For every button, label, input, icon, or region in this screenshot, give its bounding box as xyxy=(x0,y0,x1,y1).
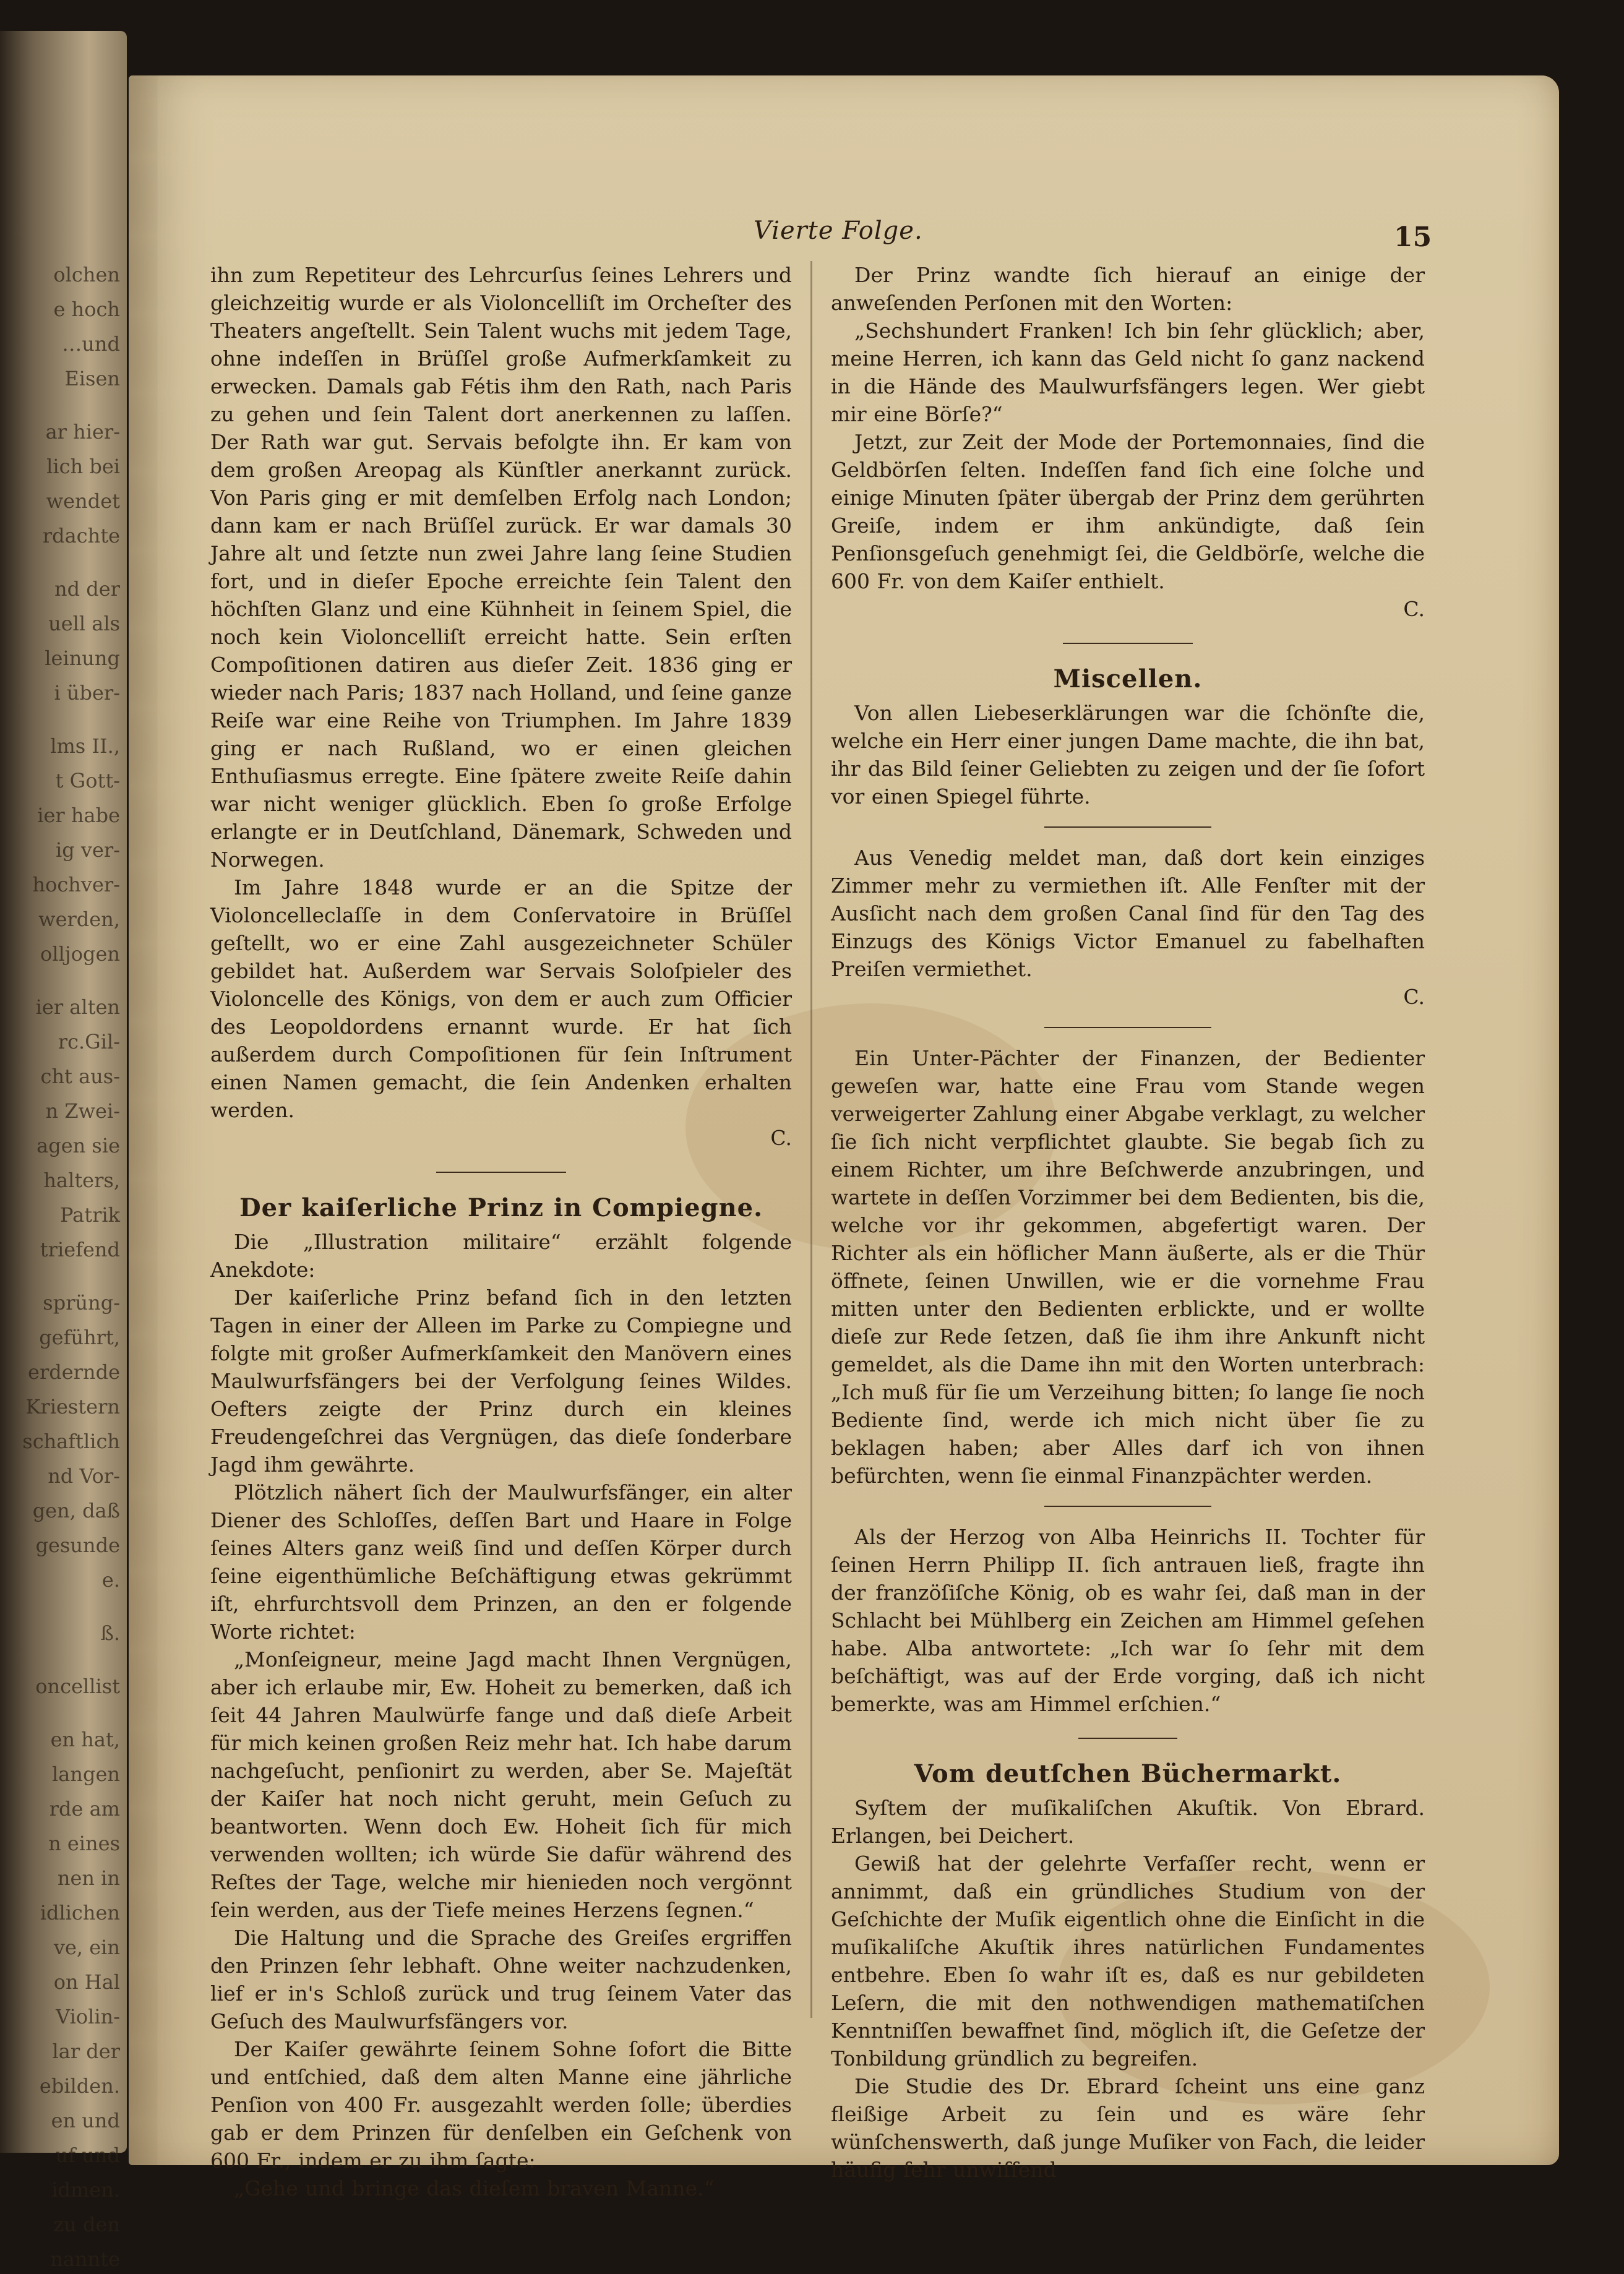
facing-page-fragment: n Zwei- xyxy=(45,1099,120,1123)
facing-page-fragment: en hat, xyxy=(50,1728,120,1751)
facing-page-fragment: Patrik xyxy=(60,1203,120,1227)
facing-page-fragment: zu den xyxy=(53,2213,120,2236)
article-heading-prince: Der kaiſerliche Prinz in Compiegne. xyxy=(239,1193,763,1222)
book-review-paragraph: Die Studie des Dr. Ebrard ſcheint uns eine ganz fleißige Arbeit zu ſein und es wäre ſehr wünſchenswerth, daß junge Muſiker von Fach, die leider häufig ſehr unwiſſend xyxy=(831,2074,1425,2182)
facing-page-fragment: e. xyxy=(101,1568,120,1592)
facing-page-fragment: idlichen xyxy=(40,1901,120,1924)
facing-page-fragment: agen sie xyxy=(37,1134,120,1157)
article-paragraph: „Monſeigneur, meine Jagd macht Ihnen Vergnügen, aber ich erlaube mir, Ew. Hoheit zu bemerken, daß ich ſeit 44 Jahren Maulwürfe fange und daß dieſe Arbeit für mich keinen großen Reiz mehr hat. Ich habe darum nachgeſucht, penſionirt zu werden, aber Se. Majeſtät der Kaiſer hat noch nicht geruht, mein Geſuch zu beantworten. Wenn doch Ew. Hoheit ſich für mich verwenden wollten; ich würde Sie dafür während des Reſtes der Tage, welche mir hienieden noch vergönnt ſein werden, aus der Tiefe meines Herzens ſegnen.“ xyxy=(210,1647,792,1922)
facing-page-fragment: uell als xyxy=(48,612,120,635)
facing-page-fragment: olchen xyxy=(53,263,120,286)
facing-page-fragment: e hoch xyxy=(53,298,120,321)
facing-page-fragment: ve, ein xyxy=(53,1936,120,1959)
item-separator xyxy=(1044,1027,1211,1028)
miscellen-item: Von allen Liebeserklärungen war die ſchönſte die, welche ein Herr einer jungen Dame machte, die ihn bat, ihr das Bild ſeiner Geliebten zu zeigen und der ſie ſofort vor einen Spiegel führte. xyxy=(831,701,1425,809)
right-column xyxy=(831,261,1425,2184)
article-paragraph: „Sechshundert Franken! Ich bin ſehr glücklich; aber, meine Herren, ich kann das Geld nicht ſo ganz nackend in die Hände des Maulwurfsfängers legen. Wer giebt mir eine Börſe?“ xyxy=(831,319,1425,426)
facing-page-fragment: olljogen xyxy=(40,942,120,966)
facing-page-fragment: halters, xyxy=(43,1169,120,1192)
left-column xyxy=(210,261,792,2202)
facing-page-fragment: uf und xyxy=(55,2143,120,2167)
facing-page-fragment: triefend xyxy=(40,1238,120,1261)
facing-page-fragment: werden, xyxy=(38,907,120,931)
book-review-paragraph: Gewiß hat der gelehrte Verfaſſer recht, wenn er annimmt, daß ein gründliches Studium von der Geſchichte der Muſik eigentlich ohne die Einſicht in die muſikaliſche Akuſtik ihres natürlichen Fundamentes entbehre. Eben ſo wahr iſt es, daß es nur gebildeten Leſern, die mit den nothwendigen mathematiſchen Kenntniſſen bewaffnet ſind, möglich iſt, die Geſetze der Tonbildung gründlich zu begreifen. xyxy=(831,1851,1425,2070)
facing-page-fragment: rde am xyxy=(49,1797,120,1821)
facing-page-fragment: hochver- xyxy=(32,873,120,896)
section-heading-miscellen: Miscellen. xyxy=(1053,664,1203,693)
page-header xyxy=(129,217,1559,260)
facing-page-fragment: nen in xyxy=(57,1866,120,1890)
servais-paragraph: ihn zum Repetiteur des Lehrcurſus ſeines Lehrers und gleichzeitig wurde er als Violoncelliſt im Orcheſter des Theaters angeſtellt. Sein Talent wuchs mit jedem Tage, ohne indeſſen in Brüſſel große Aufmerkſamkeit zu erwecken. Damals gab Fétis ihm den Rath, nach Paris zu gehen und ſein Talent dort anerkennen zu laſſen. Der Rath war gut. Servais befolgte ihn. Er kam von dem großen Areopag als Künſtler anerkannt zurück. Von Paris ging er mit demſelben Erfolg nach London; dann kam er nach Brüſſel zurück. Er war damals 30 Jahre alt und ſetzte nun zwei Jahre lang ſeine Studien fort, und in dieſer Epoche erreichte ſein Talent den höchſten Glanz und eine Kühnheit in ſeinem Spiel, die noch kein Violoncelliſt erreicht hatte. Sein erſten Compoſitionen datiren aus dieſer Zeit. 1836 ging er wieder nach Paris; 1837 nach Holland, und ſeine ganze Reiſe war eine Reihe von Triumphen. Im Jahre 1839 ging er nach Rußland, wo er einen gleichen Enthuſiasmus erregte. Eine ſpätere zweite Reiſe dahin war nicht weniger glücklich. Eben ſo große Erfolge erlangte er in Deutſchland, Dänemark, Schweden und Norwegen. xyxy=(210,263,792,872)
section-rule xyxy=(1063,643,1193,644)
facing-page-fragment: lar der xyxy=(52,2040,120,2063)
column-divider xyxy=(810,261,812,2018)
facing-page-fragment: en und xyxy=(51,2109,120,2132)
facing-page-fragment: ß. xyxy=(100,1621,120,1645)
item-separator xyxy=(1044,826,1211,828)
facing-page-fragment: ier habe xyxy=(37,804,120,827)
facing-page-fragment: lich bei xyxy=(46,455,120,478)
facing-page-fragment: …und xyxy=(62,332,120,356)
facing-page-fragment: t Gott- xyxy=(55,769,120,792)
facing-page-edge xyxy=(0,31,127,2271)
facing-page-fragment: ier alten xyxy=(35,995,120,1019)
facing-page-fragment: leinung xyxy=(45,646,120,670)
article-paragraph: Jetzt, zur Zeit der Mode der Portemonnaies, ſind die Geldbörſen ſelten. Indeſſen fand ſich eine ſolche und einige Minuten ſpäter übergab der Prinz dem gerührten Greiſe, indem er ihm ankündigte, daß ſein Penſionsgeſuch genehmigt ſei, die Geldbörſe, welche die 600 Fr. von dem Kaiſer enthielt. xyxy=(831,430,1425,593)
running-title: Vierte Folge. xyxy=(754,217,923,245)
article-signature: C. xyxy=(770,1126,792,1150)
facing-page-fragment: lms II., xyxy=(50,734,120,758)
book-title: Syſtem der muſikaliſchen Akuſtik. Von Ebrard. Erlangen, bei Deichert. xyxy=(831,1796,1425,1848)
article-paragraph: Der Kaiſer gewährte ſeinem Sohne ſofort die Bitte und entſchied, daß dem alten Manne eine jährliche Penſion von 400 Fr. ausgezahlt werden ſolle; überdies gab er dem Prinzen für denſelben ein Geſchenk von 600 Fr., indem er zu ihm ſagte: xyxy=(210,2037,792,2173)
article-paragraph: „Gehe und bringe das dieſem braven Manne.“ xyxy=(234,2176,715,2200)
newspaper-page xyxy=(129,75,1559,2200)
facing-page-fragment: langen xyxy=(52,1762,120,1786)
facing-page-fragment: gesunde xyxy=(35,1534,120,1557)
section-rule xyxy=(436,1172,566,1173)
facing-page-fragment: Kriestern xyxy=(25,1395,120,1418)
article-paragraph: Plötzlich nähert ſich der Maulwurfsfänger, ein alter Diener des Schloſſes, deſſen Bart und Haare in Folge ſeines Alters ganz weiß ſind und deſſen Körper durch ſeine eigenthümliche Beſchäftigung etwas gekrümmt iſt, ehrfurchtsvoll dem Prinzen, an den er folgende Worte richtet: xyxy=(210,1480,792,1644)
facing-page-fragment: ig ver- xyxy=(55,838,120,862)
facing-page-fragment: sprüng- xyxy=(43,1291,120,1315)
item-separator xyxy=(1044,1506,1211,1507)
facing-page-fragment: rdachte xyxy=(42,524,120,547)
facing-page-fragment: nannte xyxy=(50,2247,120,2271)
facing-page-fragment: oncellist xyxy=(35,1675,120,1698)
facing-page-fragment: cht aus- xyxy=(40,1065,120,1088)
facing-page-fragment: ar hier- xyxy=(45,420,120,444)
article-paragraph: Der Prinz wandte ſich hierauf an einige der anweſenden Perſonen mit den Worten: xyxy=(831,263,1425,315)
facing-page-fragment: Violin- xyxy=(56,2005,120,2028)
miscellen-item: Als der Herzog von Alba Heinrichs II. Tochter für ſeinen Herrn Philipp II. ſich antrauen ließ, fragte ihn der franzöſiſche König, ob es wahr ſei, daß man in der Schlacht bei Mühlberg ein Zeichen am Himmel geſehen habe. Alba antwortete: „Ich war ſo ſehr mit dem beſchäftigt, was auf der Erde vorging, daß ich nicht bemerkte, was am Himmel erſchien.“ xyxy=(831,1525,1425,1716)
section-rule xyxy=(1078,1738,1177,1739)
servais-paragraph: Im Jahre 1848 wurde er an die Spitze der Violoncelleclaſſe in dem Conſervatoire in Brüſſel geſtellt, wo er eine Zahl ausgezeichneter Schüler gebildet hat. Außerdem war Servais Soloſpieler des Violoncelle des Königs, von dem er auch zum Officier des Leopoldordens ernannt wurde. Er hat ſich außerdem durch Compoſitionen für ſein Inſtrument einen Namen gemacht, die ſein Andenken erhalten werden. xyxy=(210,875,792,1122)
facing-page-fragment: ebilden. xyxy=(39,2074,120,2098)
article-paragraph: Die Haltung und die Sprache des Greiſes ergriffen den Prinzen ſehr lebhaft. Ohne weiter nachzudenken, lief er in's Schloß zurück und trug ſeinem Vater das Geſuch des Maulwurfsfängers vor. xyxy=(210,1926,792,2033)
facing-page-fragment: erdernde xyxy=(28,1360,120,1384)
facing-page-fragment: schaftlich xyxy=(22,1430,120,1453)
facing-page-fragment: nd Vor- xyxy=(48,1464,120,1488)
facing-page-fragment: i über- xyxy=(54,681,120,705)
section-heading-books: Vom deutſchen Büchermarkt. xyxy=(914,1759,1342,1788)
facing-page-fragment: geführt, xyxy=(39,1326,120,1349)
page-number: 15 xyxy=(1394,221,1432,253)
article-signature: C. xyxy=(1403,597,1425,621)
facing-page-fragment: rc.Gil- xyxy=(58,1030,120,1053)
facing-page-fragment: gen, daß xyxy=(32,1499,120,1522)
article-signature: C. xyxy=(1403,985,1425,1009)
facing-page-fragment: on Hal xyxy=(53,1970,120,1994)
facing-page-fragment: nd der xyxy=(54,577,120,601)
facing-page-fragment: n eines xyxy=(48,1832,120,1855)
facing-page-fragment: wendet xyxy=(46,489,120,513)
miscellen-item: Aus Venedig meldet man, daß dort kein einziges Zimmer mehr zu vermiethen iſt. Alle Fenſter mit der Ausſicht nach dem großen Canal ſind für den Tag des Einzugs des Königs Victor Emanuel zu fabelhaften Preiſen vermiethet. xyxy=(831,846,1425,981)
facing-page-fragment: idmen. xyxy=(51,2178,120,2202)
article-paragraph: Die „Illustration militaire“ erzählt folgende Anekdote: xyxy=(210,1230,792,1282)
miscellen-item: Ein Unter-Pächter der Finanzen, der Bedienter geweſen war, hatte eine Frau vom Stande wegen verweigerter Zahlung einer Abgabe verklagt, zu welcher ſie ſich nicht verpflichtet glaubte. Sie begab ſich zu einem Richter, um ihre Beſchwerde anzubringen, und wartete in deſſen Vorzimmer bei dem Bedienten, bis die, welche vor ihr gekommen, abgefertigt waren. Der Richter als ein höflicher Mann äußerte, als er die Thür öffnete, ſeinen Unwillen, wie er die vornehme Frau mitten unter den Bedienten erblickte, und er wollte dieſe zur Rede ſetzen, daß ſie ihm ihre Ankunft nicht gemeldet, als die Dame ihn mit den Worten unterbrach: „Ich muß für ſie um Verzeihung bitten; ſo lange ſie noch Bediente ſind, werde ich mich nicht über ſie zu beklagen haben; aber Alles darf ich von ihnen befürchten, wenn ſie einmal Finanzpächter werden. xyxy=(831,1046,1425,1488)
facing-page-fragment: Eisen xyxy=(64,367,120,390)
article-paragraph: Der kaiſerliche Prinz befand ſich in den letzten Tagen in einer der Alleen im Parke zu Compiegne und folgte mit großer Aufmerkſamkeit den Manövern eines Maulwurfsfängers bei der Verfolgung ſeines Wildes. Oefters zeigte der Prinz durch ein kleines Freudengeſchrei das Vergnügen, das dieſe ſonderbare Jagd ihm gewährte. xyxy=(210,1285,792,1477)
